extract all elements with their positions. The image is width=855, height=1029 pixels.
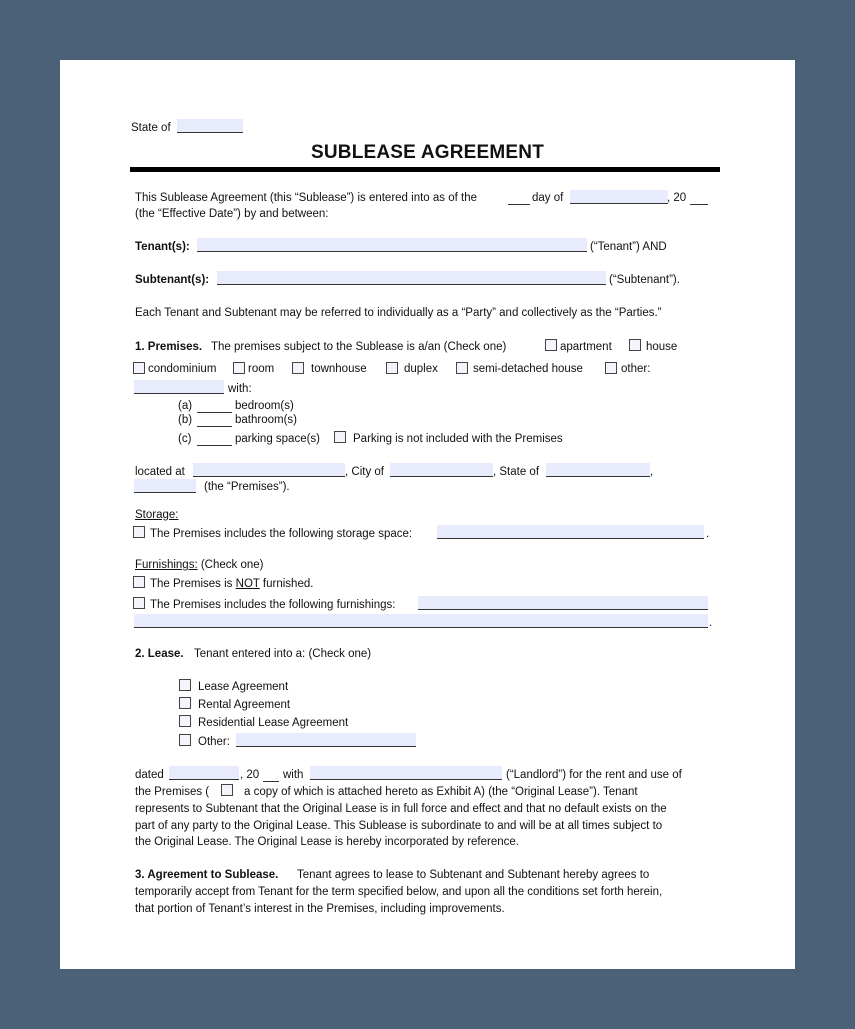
bathroom-letter: (b) <box>178 414 193 426</box>
landlord-field[interactable] <box>310 766 502 780</box>
condominium-checkbox[interactable] <box>133 362 145 374</box>
intro-year-prefix: , 20 <box>667 192 687 204</box>
agreement-heading: 3. Agreement to Sublease. <box>135 869 279 881</box>
other-lease-checkbox[interactable] <box>179 734 191 746</box>
residential-lease-label: Residential Lease Agreement <box>198 717 349 729</box>
lease-agreement-label: Lease Agreement <box>198 681 289 693</box>
landlord-suffix: (“Landlord”) for the rent and use of <box>506 769 682 781</box>
other-label: other: <box>621 363 651 375</box>
agreement-line-1: Tenant agrees to lease to Subtenant and Subtenant hereby agrees to <box>297 869 650 881</box>
not-furnished-text <box>150 577 313 591</box>
copy-text: a copy of which is attached hereto as Exhibit A) (the “Original Lease”). Tenant <box>244 786 638 798</box>
exhibit-a-checkbox[interactable] <box>221 784 233 796</box>
townhouse-checkbox[interactable] <box>292 362 304 374</box>
not-furnished-c: furnished. <box>262 578 314 590</box>
dated-label: dated <box>135 769 164 781</box>
tenant-suffix: (“Tenant”) AND <box>590 241 667 253</box>
not-furnished-checkbox[interactable] <box>133 576 145 588</box>
rental-agreement-label: Rental Agreement <box>198 699 291 711</box>
condominium-label: condominium <box>148 363 217 375</box>
subtenant-label: Subtenant(s): <box>135 274 210 286</box>
parking-letter: (c) <box>178 433 192 445</box>
lease-year-field[interactable] <box>263 781 279 782</box>
no-parking-label: Parking is not included with the Premises <box>353 433 563 445</box>
furnishings-heading <box>135 558 263 572</box>
other-lease-label: Other: <box>198 736 230 748</box>
lease-intro: Tenant entered into a: (Check one) <box>194 648 372 660</box>
lease-heading: 2. Lease. <box>135 648 184 660</box>
document-title: SUBLEASE AGREEMENT <box>310 142 545 163</box>
furnishings-field-1[interactable] <box>418 596 708 610</box>
house-checkbox[interactable] <box>629 339 641 351</box>
house-label: house <box>646 341 678 353</box>
effective-date-text: (the “Effective Date”) by and between: <box>135 208 329 220</box>
lease-line-4: part of any party to the Original Lease. This Sublease is subordinate to and will be at all times subject to <box>135 820 663 832</box>
tenant-label: Tenant(s): <box>135 241 190 253</box>
other-lease-field[interactable] <box>236 733 416 747</box>
lease-date-field[interactable] <box>169 766 239 780</box>
other-checkbox[interactable] <box>605 362 617 374</box>
tenant-field[interactable] <box>197 238 587 252</box>
furnishings-period: . <box>709 617 713 629</box>
furnishings-field-2[interactable] <box>134 614 708 628</box>
no-parking-checkbox[interactable] <box>334 431 346 443</box>
intro-text: This Sublease Agreement (this “Sublease”) is entered into as of the <box>135 192 477 204</box>
located-at-label: located at <box>135 466 185 478</box>
bathroom-field[interactable] <box>197 426 232 427</box>
year-field[interactable] <box>690 204 708 205</box>
semi-detached-label: semi-detached house <box>473 363 583 375</box>
premises-state-field[interactable] <box>546 463 650 477</box>
storage-text: The Premises includes the following storage space: <box>150 528 413 540</box>
agreement-line-3: that portion of Tenant’s interest in the Premises, including improvements. <box>135 903 505 915</box>
other-premises-field[interactable] <box>134 380 224 394</box>
furnishings-check-note: (Check one) <box>200 559 264 571</box>
premises-heading: 1. Premises. <box>135 341 203 353</box>
lease-line-5: the Original Lease. The Original Lease is hereby incorporated by reference. <box>135 836 519 848</box>
zip-field[interactable] <box>134 479 196 493</box>
agreement-line-2: temporarily accept from Tenant for the term specified below, and upon all the conditions set forth herein, <box>135 886 663 898</box>
premises-paren: the Premises ( <box>135 786 210 798</box>
furnished-checkbox[interactable] <box>133 597 145 609</box>
parking-field[interactable] <box>197 445 232 446</box>
storage-period: . <box>706 528 710 540</box>
with-label: with: <box>228 383 252 395</box>
state-of-label: State of <box>131 122 171 134</box>
city-of-label: , City of <box>345 466 384 478</box>
bedroom-field[interactable] <box>197 412 232 413</box>
furnishings-heading-text: Furnishings: <box>135 559 198 571</box>
intro-day-of: day of <box>532 192 564 204</box>
day-field[interactable] <box>508 204 530 205</box>
lease-year-prefix: , 20 <box>240 769 260 781</box>
bedroom-label: bedroom(s) <box>235 400 294 412</box>
with-landlord-label: with <box>283 769 304 781</box>
townhouse-label: townhouse <box>311 363 367 375</box>
duplex-checkbox[interactable] <box>386 362 398 374</box>
city-field[interactable] <box>390 463 493 477</box>
the-premises-label: (the “Premises”). <box>204 481 290 493</box>
bathroom-label: bathroom(s) <box>235 414 297 426</box>
address-field[interactable] <box>193 463 345 477</box>
residential-lease-checkbox[interactable] <box>179 715 191 727</box>
room-label: room <box>248 363 275 375</box>
state-field[interactable] <box>177 119 243 133</box>
bedroom-letter: (a) <box>178 400 193 412</box>
not-furnished-a: The Premises is <box>150 578 233 590</box>
document-page <box>60 60 795 969</box>
lease-line-3: represents to Subtenant that the Original Lease is in full force and effect and that no default exists on the <box>135 803 667 815</box>
title-rule <box>130 167 720 172</box>
subtenant-suffix: (“Subtenant”). <box>609 274 680 286</box>
room-checkbox[interactable] <box>233 362 245 374</box>
premises-intro: The premises subject to the Sublease is a/an (Check one) <box>211 341 507 353</box>
lease-agreement-checkbox[interactable] <box>179 679 191 691</box>
duplex-label: duplex <box>404 363 438 375</box>
apartment-label: apartment <box>560 341 612 353</box>
storage-field[interactable] <box>437 525 704 539</box>
comma: , <box>650 466 654 478</box>
semi-detached-checkbox[interactable] <box>456 362 468 374</box>
not-furnished-b: NOT <box>235 578 260 590</box>
furnished-text: The Premises includes the following furnishings: <box>150 599 396 611</box>
rental-agreement-checkbox[interactable] <box>179 697 191 709</box>
subtenant-field[interactable] <box>217 271 606 285</box>
apartment-checkbox[interactable] <box>545 339 557 351</box>
party-note: Each Tenant and Subtenant may be referred to individually as a “Party” and collectively as the “Parties.” <box>135 307 662 319</box>
storage-checkbox[interactable] <box>133 526 145 538</box>
month-field[interactable] <box>570 190 668 204</box>
parking-label: parking space(s) <box>235 433 321 445</box>
storage-heading: Storage: <box>135 509 179 521</box>
state-of-premises-label: , State of <box>493 466 540 478</box>
